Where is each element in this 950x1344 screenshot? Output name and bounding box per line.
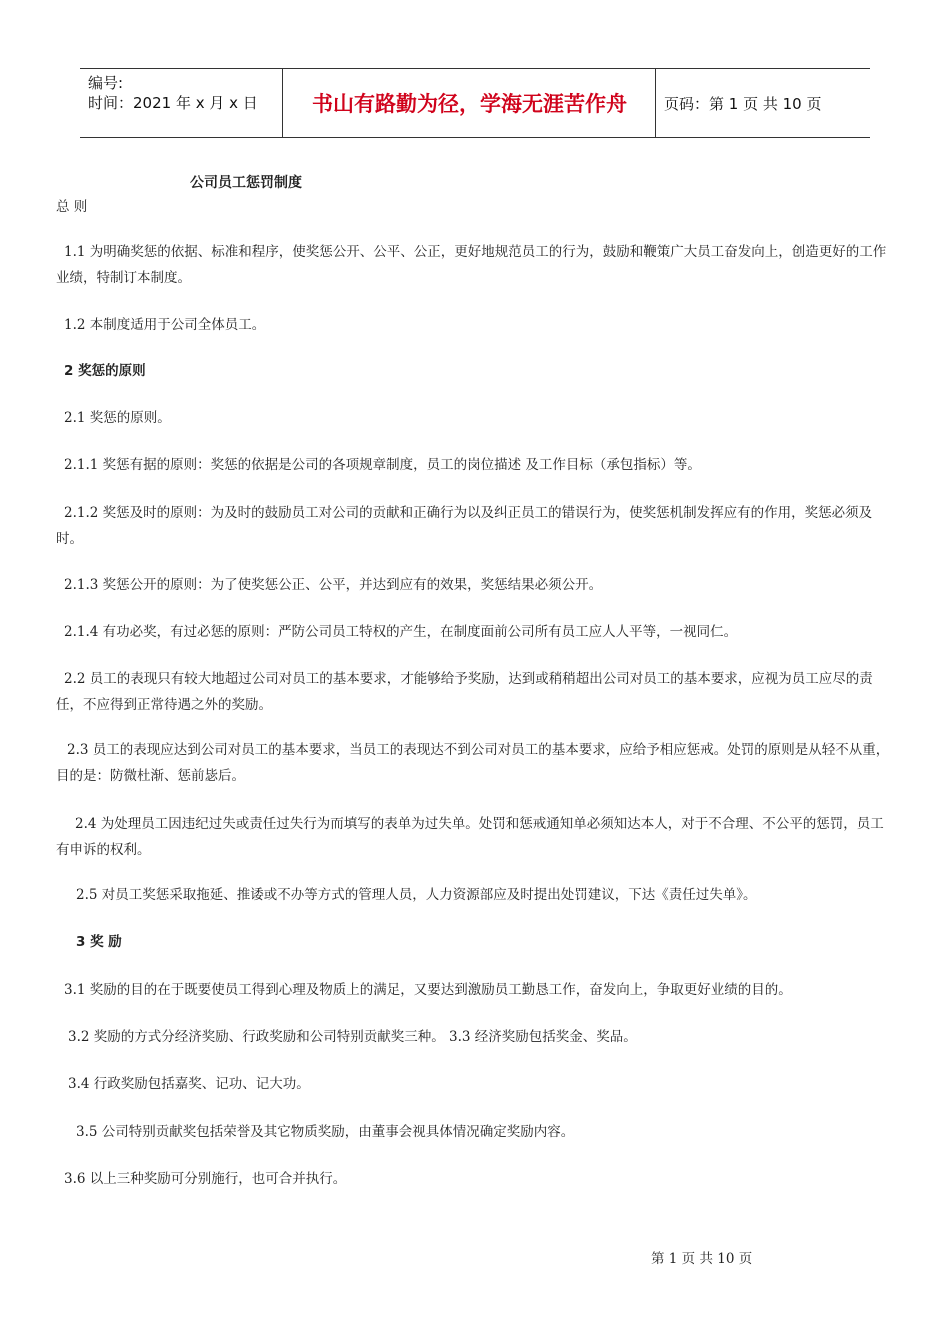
section-heading: 总 则 — [56, 199, 88, 215]
paragraph: 2.1.3 奖惩公开的原则：为了使奖惩公正、公平，并达到应有的效果，奖惩结果必须公开。 — [64, 577, 603, 593]
paragraph: 3.4 行政奖励包括嘉奖、记功、记大功。 — [68, 1076, 310, 1092]
paragraph: 2.1 奖惩的原则。 — [64, 410, 171, 426]
section-heading: 3 奖 励 — [76, 934, 122, 950]
paragraph: 2.4 为处理员工因违纪过失或责任过失行为而填写的表单为过失单。处罚和惩戒通知单必须知达本人，对于不合理、不公平的惩罚，员工有申诉的权利。 — [56, 816, 884, 858]
paragraph: 3.1 奖励的目的在于既要使员工得到心理及物质上的满足，又要达到激励员工勤恳工作，奋发向上，争取更好业绩的目的。 — [64, 982, 792, 998]
document-title: 公司员工惩罚制度 — [190, 175, 302, 191]
paragraph: 2.2 员工的表现只有较大地超过公司对员工的基本要求，才能够给予奖励，达到或稍稍超出公司对员工的基本要求，应视为员工应尽的责任，不应得到正常待遇之外的奖励。 — [56, 671, 873, 713]
paragraph: 2.1.4 有功必奖，有过必惩的原则：严防公司员工特权的产生，在制度面前公司所有员工应人人平等，一视同仁。 — [64, 624, 738, 640]
paragraph: 2.1.1 奖惩有据的原则：奖惩的依据是公司的各项规章制度，员工的岗位描述 及工作目标（承包指标）等。 — [64, 457, 701, 473]
section-heading: 2 奖惩的原则 — [64, 363, 146, 379]
paragraph: 1.2 本制度适用于公司全体员工。 — [64, 317, 266, 333]
paragraph: 2.3 员工的表现应达到公司对员工的基本要求，当员工的表现达不到公司对员工的基本要求，应给予相应惩戒。处罚的原则是从轻不从重，目的是：防微杜渐、惩前毖后。 — [56, 742, 890, 784]
paragraph: 3.6 以上三种奖励可分别施行，也可合并执行。 — [64, 1171, 347, 1187]
paragraph: 3.2 奖励的方式分经济奖励、行政奖励和公司特别贡献奖三种。 3.3 经济奖励包括奖金、奖品。 — [68, 1029, 637, 1045]
page-footer: 第 1 页 共 10 页 — [651, 1251, 753, 1267]
document-header — [80, 68, 870, 138]
code-label: 编号: — [88, 74, 124, 92]
time-label: 时间：2021 年 x 月 x 日 — [88, 94, 258, 112]
header-meta — [88, 73, 258, 113]
paragraph: 2.5 对员工奖惩采取拖延、推诿或不办等方式的管理人员，人力资源部应及时提出处罚建议，下达《责任过失单》。 — [76, 887, 757, 903]
page-info: 页码：第 1 页 共 10 页 — [664, 94, 822, 113]
motto: 书山有路勤为径，学海无涯苦作舟 — [312, 92, 627, 116]
paragraph: 1.1 为明确奖惩的依据、标准和程序，使奖惩公开、公平、公正，更好地规范员工的行为，鼓励和鞭策广大员工奋发向上，创造更好的工作业绩，特制订本制度。 — [56, 244, 887, 286]
paragraph: 2.1.2 奖惩及时的原则：为及时的鼓励员工对公司的贡献和正确行为以及纠正员工的错误行为，使奖惩机制发挥应有的作用，奖惩必须及时。 — [56, 505, 873, 547]
paragraph: 3.5 公司特别贡献奖包括荣誉及其它物质奖励，由董事会视具体情况确定奖励内容。 — [76, 1124, 575, 1140]
